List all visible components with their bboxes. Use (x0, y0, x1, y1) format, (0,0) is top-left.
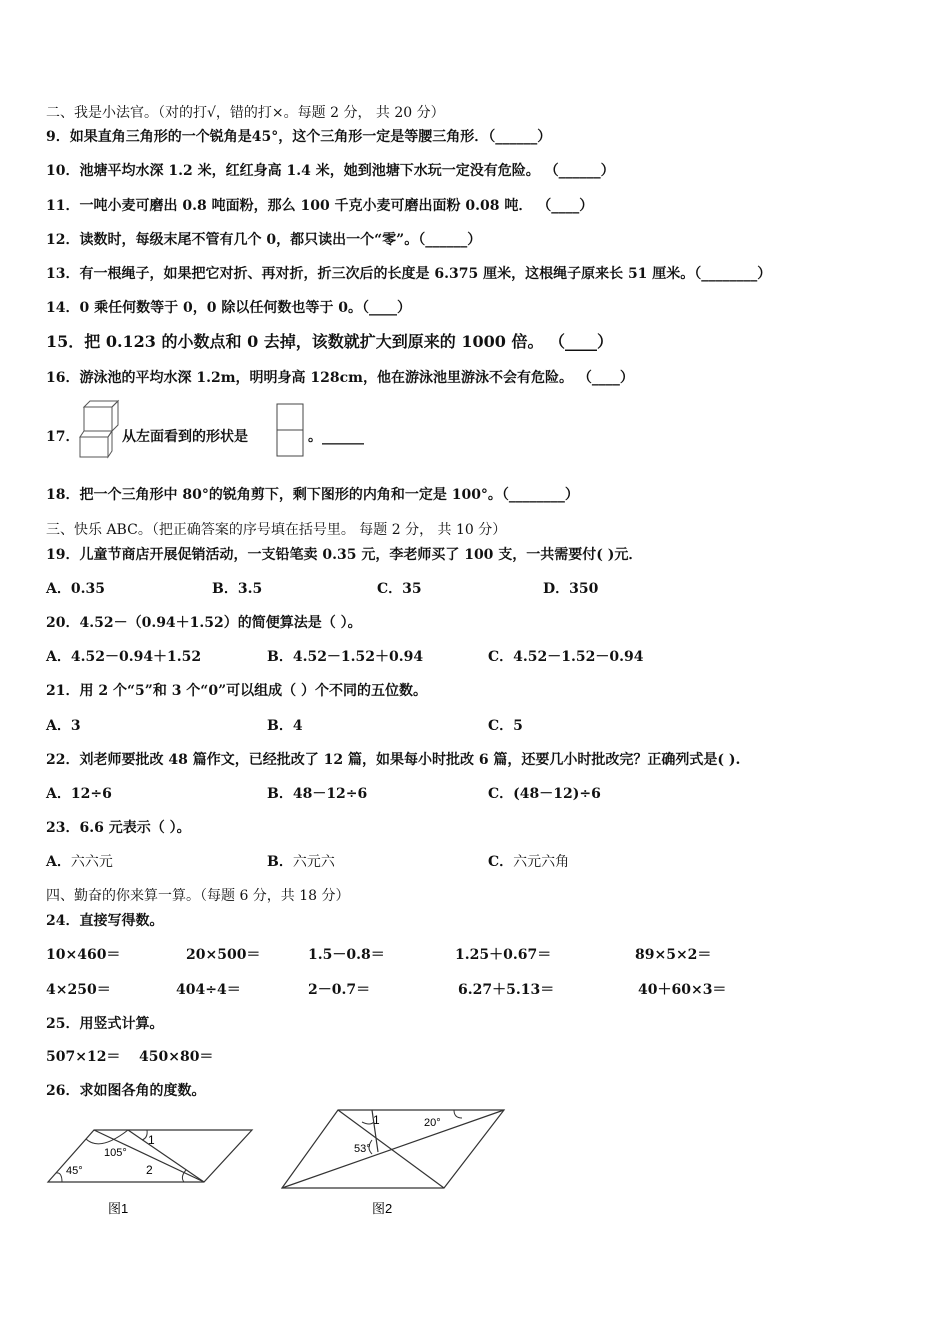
calc-r2-1: 4×250＝ (46, 982, 111, 998)
question-25: 25．用竖式计算。 (46, 1016, 164, 1032)
question-18: 18．把一个三角形中 80°的锐角剪下，剩下图形的内角和一定是 100°。（________） (46, 487, 579, 503)
fig1-segment (128, 1130, 204, 1182)
left-view-figure (275, 402, 305, 458)
section-2-title: 二、我是小法官。（对的打√，错的打×。每题 2 分， 共 20 分） (46, 105, 445, 121)
cube-stack-figure (78, 399, 120, 459)
question-14: 14．0 乘任何数等于 0，0 除以任何数也等于 0。（____） (46, 300, 411, 316)
fig1-arc-45 (56, 1173, 62, 1182)
q20-option-b: B．4.52－1.52＋0.94 (267, 649, 424, 665)
calc-r2-2: 404÷4＝ (176, 982, 241, 998)
question-19: 19．儿童节商店开展促销活动，一支铅笔卖 0.35 元，李老师买了 100 支，一共需要付( )元． (46, 547, 643, 563)
q23-option-b (267, 853, 335, 871)
question-20: 20．4.52－（0.94＋1.52）的简便算法是（ ）。 (46, 615, 362, 631)
question-24: 24．直接写得数。 (46, 913, 164, 929)
question-22: 22．刘老师要批改 48 篇作文，已经批改了 12 篇，如果每小时批改 6 篇，还要几小时批改完？正确列式是( ). (46, 752, 741, 768)
calc-r2-4: 6.27＋5.13＝ (458, 982, 555, 998)
q23-option-c (488, 853, 569, 871)
q23-option-a (46, 853, 113, 871)
q22-option-b: B．48－12÷6 (267, 786, 368, 802)
q19-option-d: D．350 (543, 581, 599, 597)
section-4-title: 四、勤奋的你来算一算。（每题 6 分，共 18 分） (46, 888, 350, 904)
question-17-blank: 。______ (308, 429, 364, 445)
q19-option-c: C．35 (377, 581, 422, 597)
q23-option-a-text: 六六元 (70, 854, 113, 870)
question-17-text: 从左面看到的形状是 (122, 429, 248, 445)
question-10: 10．池塘平均水深 1.2 米，红红身高 1.4 米，她到池塘下水玩一定没有危险。 （______） (46, 163, 615, 179)
fig1-angle-a: 105° (104, 1147, 127, 1159)
calc-r1-3: 1.5－0.8＝ (308, 947, 385, 963)
figure-1 (44, 1122, 259, 1222)
fig1-angle-b: 45° (66, 1165, 83, 1177)
question-11: 11．一吨小麦可磨出 0.8 吨面粉，那么 100 千克小麦可磨出面粉 0.08 吨． （____） (46, 198, 594, 214)
fig2-caption: 图2 (372, 1201, 393, 1216)
figure-2 (278, 1104, 510, 1222)
q21-option-b: B．4 (267, 718, 303, 734)
q20-option-c: C．4.52－1.52－0.94 (488, 649, 644, 665)
fig2-angle-a: 53° (354, 1143, 371, 1155)
question-16: 16．游泳池的平均水深 1.2m，明明身高 128cm，他在游泳池里游泳不会有危险。 （____） (46, 370, 634, 386)
question-21: 21．用 2 个“5”和 3 个“0”可以组成（ ）个不同的五位数。 (46, 683, 428, 699)
fig1-label-1: 1 (148, 1133, 155, 1147)
q22-option-a: A．12÷6 (46, 786, 112, 802)
vertical-calc-2: 450×80＝ (139, 1049, 214, 1065)
q19-option-a: A．0.35 (46, 581, 105, 597)
question-15: 15．把 0.123 的小数点和 0 去掉，该数就扩大到原来的 1000 倍。 （____） (46, 332, 614, 351)
calc-r1-2: 20×500＝ (186, 947, 261, 963)
question-12: 12．读数时，每级末尾不管有几个 0，都只读出一个“零”。（______） (46, 232, 482, 248)
fig1-label-2: 2 (146, 1163, 153, 1177)
fig2-label-1: 1 (373, 1113, 380, 1127)
fig2-diagonal-2 (282, 1110, 504, 1188)
section-3-title: 三、快乐 ABC。（把正确答案的序号填在括号里。 每题 2 分， 共 10 分） (46, 522, 507, 538)
q23-option-a-prefix: A． (46, 854, 71, 870)
q22-option-c: C．(48－12)÷6 (488, 786, 601, 802)
q21-option-c: C．5 (488, 718, 523, 734)
fig2-arc-20 (454, 1110, 462, 1118)
question-23: 23．6.6 元表示（ ）。 (46, 820, 191, 836)
question-9: 9．如果直角三角形的一个锐角是45°，这个三角形一定是等腰三角形．（______） (46, 129, 552, 145)
calc-r2-5: 40＋60×3＝ (638, 982, 727, 998)
q23-option-c-text: 六元六角 (513, 854, 570, 870)
q19-option-b: B．3.5 (212, 581, 263, 597)
fig1-caption: 图1 (108, 1201, 129, 1216)
q23-option-b-text: 六元六 (292, 854, 335, 870)
q23-option-c-prefix: C． (488, 854, 514, 870)
q21-option-a: A．3 (46, 718, 81, 734)
question-17-number: 17． (46, 429, 80, 445)
question-13: 13．有一根绳子，如果把它对折、再对折，折三次后的长度是 6.375 厘米，这根绳子原来长 51 厘米。（________） (46, 266, 772, 282)
calc-r2-3: 2－0.7＝ (308, 982, 371, 998)
fig2-angle-b: 20° (424, 1117, 441, 1129)
calc-r1-4: 1.25＋0.67＝ (455, 947, 552, 963)
question-26: 26．求如图各角的度数。 (46, 1083, 206, 1099)
vertical-calc-1: 507×12＝ (46, 1049, 121, 1065)
calc-r1-5: 89×5×2＝ (635, 947, 712, 963)
q20-option-a: A．4.52－0.94＋1.52 (46, 649, 202, 665)
fig1-arc-1 (142, 1130, 147, 1140)
q23-option-b-prefix: B． (267, 854, 293, 870)
calc-r1-1: 10×460＝ (46, 947, 121, 963)
